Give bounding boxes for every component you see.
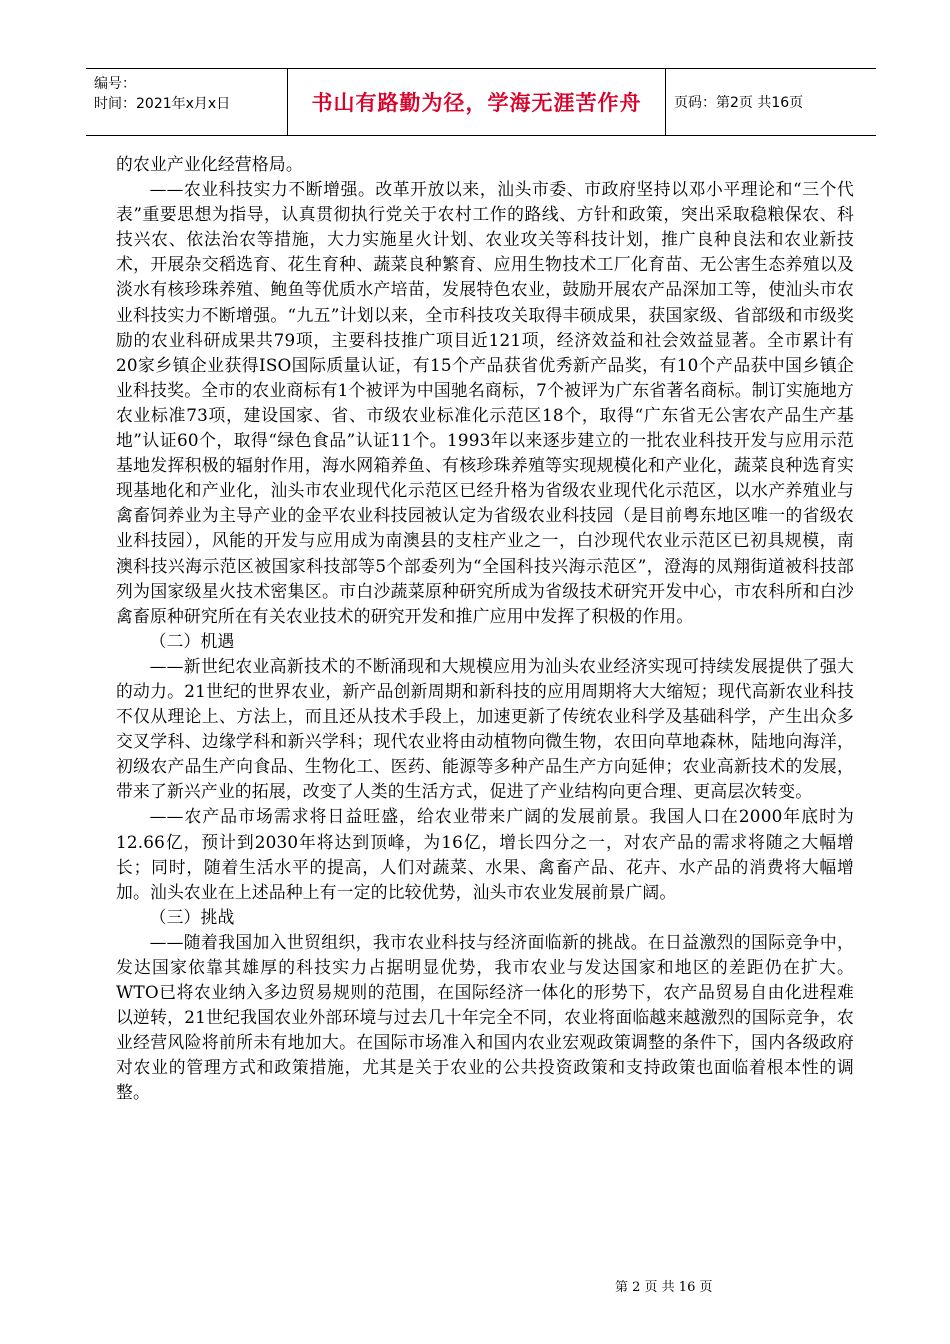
document-number-label: 编号： [94,76,136,92]
document-time-label: 时间：2021年x月x日 [94,96,231,112]
paragraph: 的农业产业化经营格局。 [116,154,303,174]
header-motto: 书山有路勤为径，学海无涯苦作舟 [288,69,666,135]
section-heading: （三）挑战 [149,906,235,927]
body-text [116,152,854,1106]
paragraph: ——新世纪农业高新技术的不断涌现和大规模应用为汕头农业经济实现可持续发展提供了强大的动力。21世纪的世界农业，新产品创新周期和新科技的应用周期将大大缩短；现代高新农业科技不仅从理论上、方法上，而且还从技术手段上，加速更新了传统农业科学及基础科学，产生出众多交叉学科、边缘学科和新兴学科；现代农业将由动植物向微生物，农田向草地森林，陆地向海洋，初级农产品生产向食品、生物化工、医药、能源等多种产品生产方向延伸；农业高新技术的发展，带来了新兴产业的拓展，改变了人类的生活方式，促进了产业结构向更合理、更高层次转变。 [116,655,854,802]
paragraph: ——农产品市场需求将日益旺盛，给农业带来广阔的发展前景。我国人口在2000年底时为12.66亿，预计到2030年将达到顶峰，为16亿，增长四分之一，对农产品的需求将随之大幅增长；同时，随着生活水平的提高，人们对蔬菜、水果、禽畜产品、花卉、水产品的消费将大幅增加。汕头农业在上述品种上有一定的比较优势，汕头市农业发展前景广阔。 [116,806,854,902]
header-meta [86,69,288,135]
paragraph: ——随着我国加入世贸组织，我市农业科技与经济面临新的挑战。在日益激烈的国际竞争中，发达国家依靠其雄厚的科技实力占据明显优势，我市农业与发达国家和地区的差距仍在扩大。WTO已将农业纳入多边贸易规则的范围，在国际经济一体化的形势下，农产品贸易自由化进程难以逆转，21世纪我国农业外部环境与过去几十年完全不同，农业将面临越来越激烈的国际竞争，农业经营风险将前所未有地加大。在国际市场准入和国内农业宏观政策调整的条件下，国内各级政府对农业的管理方式和政策措施，尤其是关于农业的公共投资政策和支持政策也面临着根本性的调整。 [116,931,854,1103]
header-page-number: 页码：第2页 共16页 [674,95,804,111]
footer-page-number: 第 2 页 共 16 页 [615,1280,713,1295]
section-heading: （二）机遇 [149,630,235,651]
paragraph: ——农业科技实力不断增强。改革开放以来，汕头市委、市政府坚持以邓小平理论和“三个代表”重要思想为指导，认真贯彻执行党关于农村工作的路线、方针和政策，突出采取稳粮保农、科技兴农、依法治农等措施，大力实施星火计划、农业攻关等科技计划，推广良种良法和农业新技术，开展杂交稻选育、花生育种、蔬菜良种繁育、应用生物技术工厂化育苗、无公害生态养殖以及淡水有核珍珠养殖、鲍鱼等优质水产培苗，发展特色农业，鼓励开展农产品深加工等，使汕头市农业科技实力不断增强。“九五”计划以来，全市科技攻关取得丰硕成果，获国家级、省部级和市级奖励的农业科研成果共79项，主要科技推广项目近121项，经济效益和社会效益显著。全市累计有20家乡镇企业获得ISO国际质量认证，有15个产品获省优秀新产品奖，有10个产品获中国乡镇企业科技奖。全市的农业商标有1个被评为中国驰名商标，7个被评为广东省著名商标。制订实施地方农业标准73项，建设国家、省、市级农业标准化示范区18个，取得“广东省无公害农产品生产基地”认证60个，取得“绿色食品”认证11个。1993年以来逐步建立的一批农业科技开发与应用示范基地发挥积极的辐射作用，海水网箱养鱼、有核珍珠养殖等实现规模化和产业化，蔬菜良种选育实现基地化和产业化，汕头市农业现代化示范区已经升格为省级农业现代化示范区，以水产养殖业与禽畜饲养业为主导产业的金平农业科技园被认定为省级农业科技园（是目前粤东地区唯一的省级农业科技园），风能的开发与应用成为南澳县的支柱产业之一，白沙现代农业示范区已初具规模，南澳科技兴海示范区被国家科技部等5个部委列为“全国科技兴海示范区”，澄海的凤翔街道被科技部列为国家级星火技术密集区。市白沙蔬菜原种研究所成为省级技术研究开发中心，市农科所和白沙禽畜原种研究所在有关农业技术的研究开发和推广应用中发挥了积极的作用。 [116,179,854,626]
page-header [86,68,876,136]
